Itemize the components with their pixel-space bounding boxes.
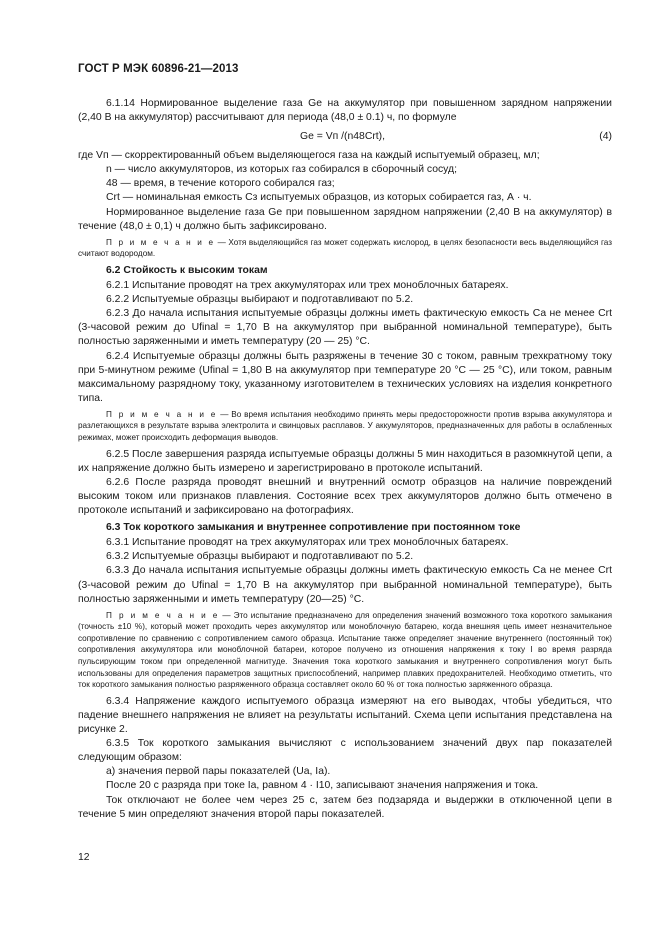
paragraph-current-off: Ток отключают не более чем через 25 с, затем без подзаряда и выдержки в отключенной цепи в течение 5 мин определяют значения второй пары показателей. [78,794,612,820]
clause-6-2-4: 6.2.4 Испытуемые образцы должны быть разряжены в течение 30 с током, равным трехкратному току при 5-минутном режиме (Ufinal = 1,80 В на аккумулятор при температуре 20 °С — 25 °С), или током, равным максимальному разрядному току, указанному изготовителем в технических условиях на изделия конкретного типа. [78,350,612,404]
clause-6-2-1: 6.2.1 Испытание проводят на трех аккумуляторах или трех моноблочных батареях. [106,280,509,292]
clause-6-3-3: 6.3.3 До начала испытания испытуемые образцы должны иметь фактическую емкость Са не менее Crt (3-часовой режим до Ufinal = 1,70 В на аккумулятор при выбранной номинальной температуре), быть полностью заряженными и иметь температуру (20—25) °С. [78,565,612,605]
definition-n: n — число аккумуляторов, из которых газ собирался в сборочный сосуд; [106,164,457,176]
clause-6-2-5: 6.2.5 После завершения разряда испытуемые образцы должны 5 мин находиться в разомкнутой цепи, а их напряжение должно быть измерено и зарегистрировано в протоколе испытаний. [78,448,612,474]
clause-6-2-3: 6.2.3 До начала испытания испытуемые образцы должны иметь фактическую емкость Са не менее Crt (3-часовой режим до Ufinal = 1,70 В на аккумулятор при выбранной номинальной температуре), быть полностью заряженными и иметь температуру (20 — 25) °С. [78,308,612,348]
page-header: ГОСТ Р МЭК 60896-21—2013 [78,63,239,75]
note-2-text: — Во время испытания необходимо принять меры предосторожности против взрыва аккумулятора и разлетающихся в результате взрыва электролита и свинцовых расплавов. У аккумуляторов, предназначенных для работы в ослабленных режимах, может происходить деформация выводов. [78,409,612,443]
note-1 [78,237,612,260]
clause-6-3-2: 6.3.2 Испытуемые образцы выбирают и подготавливают по 5.2. [106,551,414,563]
clause-6-3-1: 6.3.1 Испытание проводят на трех аккумуляторах или трех моноблочных батареях. [106,537,509,549]
note-1-label: П р и м е ч а н и е [106,237,215,247]
note-2 [78,409,612,444]
clause-6-1-14: 6.1.14 Нормированное выделение газа Gе на аккумулятор при повышенном зарядном напряжении (2,40 В на аккумулятор) рассчитывают для периода (48,0 ± 0.1) ч, по формуле [78,98,612,124]
note-3 [78,610,612,691]
note-3-label: П р и м е ч а н и е [106,610,220,620]
definition-vn: где Vп — скорректированный объем выделяющегося газа на каждый испытуемый образец, мл; [78,150,540,162]
clause-6-3-5: 6.3.5 Ток короткого замыкания вычисляют с использованием значений двух пар показателей следующим образом: [78,738,612,764]
clause-6-2-2: 6.2.2 Испытуемые образцы выбирают и подготавливают по 5.2. [106,294,414,306]
page-number: 12 [78,852,90,863]
note-2-label: П р и м е ч а н и е [106,409,218,419]
list-item-a: а) значения первой пары показателей (Ua, Ia). [106,766,331,778]
note-3-text: — Это испытание предназначено для определения значений возможного тока короткого замыкания (точность ±10 %), который может проходить через аккумулятор или моноблочную батарею, когда внешняя цепь имеет незначительное сопротивление по сравнению с сопротивлением самого образца. Испытание также определяет значение внутреннего (постоянный ток) сопротивления аккумулятора или моноблочной батареи, которое получено из отношения напряжения к току I во время разряда пульсирующим током при определенной магнитуде. Значения тока короткого замыкания и внутреннего сопротивления могут быть использованы для определения параметров защитных приспособлений, например плавких предохранителей. Необходимо отметить, что ток короткого замыкания полностью разряженного образца составляет около 60 % от тока полностью заряженного образца. [78,610,613,690]
paragraph-after-20s: После 20 с разряда при токе Ia, равном 4 · I10, записывают значения напряжения и тока. [106,780,539,792]
paragraph-norm-gas: Нормированное выделение газа Gе при повышенном зарядном напряжении (2,40 В на аккумулятор) в течение (48,0 ± 0,1) ч должно быть зафиксировано. [78,206,612,232]
formula-number: (4) [599,131,612,143]
formula-expression: Gе = Vп /(n48Crt), [300,131,386,143]
clause-6-2-6: 6.2.6 После разряда проводят внешний и внутренний осмотр образцов на наличие повреждений высоким током или признаков плавления. Состояние всех трех аккумуляторов должно быть отмечено в протоколе испытаний и зафиксировано на фотографиях. [78,476,612,517]
definition-48: 48 — время, в течение которого собирался газ; [106,178,335,190]
formula-4 [78,128,612,146]
section-6-3-heading: 6.3 Ток короткого замыкания и внутреннее сопротивление при постоянном токе [106,522,521,534]
note-1-text: — Хотя выделяющийся газ может содержать кислород, в целях безопасности весь выделяющийся газ считают водородом. [78,237,612,259]
section-6-2-heading: 6.2 Стойкость к высоким токам [106,264,268,276]
clause-6-3-4: 6.3.4 Напряжение каждого испытуемого образца измеряют на его выводах, чтобы убедиться, что падение внешнего напряжения не влияет на результаты испытаний. Схема цепи испытания представлена на рисунке 2. [78,695,612,736]
definition-crt: Crt — номинальная емкость Cз испытуемых образцов, из которых собирается газ, А · ч. [106,192,532,204]
page-content [78,97,612,822]
